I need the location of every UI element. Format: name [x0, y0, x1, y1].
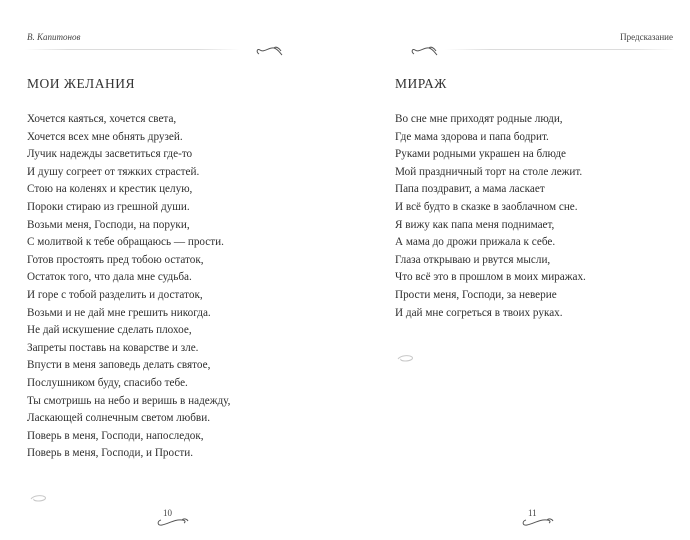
poem-line: Где мама здорова и папа бодрит.	[395, 130, 549, 143]
poem-line: Возьми меня, Господи, на поруки,	[27, 218, 190, 231]
flourish-icon	[155, 514, 191, 528]
running-head-author: В. Капитонов	[27, 32, 81, 42]
poem-line: Мой праздничный торт на столе лежит.	[395, 165, 583, 178]
poem-line: Запреты поставь на коварстве и зле.	[27, 341, 199, 354]
poem-line: И дай мне согреться в твоих руках.	[395, 306, 563, 319]
poem-line: И душу согреет от тяжких страстей.	[27, 165, 200, 178]
poem-line: С молитвой к тебе обращаюсь — прости.	[27, 236, 224, 249]
poem-line: Прости меня, Господи, за неверие	[395, 288, 557, 301]
poem-text	[27, 111, 230, 463]
poem-line: А мама до дрожи прижала к себе.	[395, 236, 556, 249]
poem-line: Готов простоять пред тобою остаток,	[27, 253, 204, 266]
poem-line: Не дай искушение сделать плохое,	[27, 324, 192, 337]
poem-text	[395, 111, 586, 322]
poem-line: Я вижу как папа меня поднимает,	[395, 218, 555, 231]
flourish-icon	[255, 44, 285, 58]
poem-line: Поверь в меня, Господи, напоследок,	[27, 429, 204, 442]
poem-line: Послушником буду, спасибо тебе.	[27, 376, 188, 389]
poem-line: Остаток того, что дала мне судьба.	[27, 271, 192, 284]
poem-line: Хочется всех мне обнять друзей.	[27, 130, 183, 143]
end-mark-icon	[28, 492, 52, 504]
poem-line: Возьми и не дай мне грешить никогда.	[27, 306, 211, 319]
poem-title: МОИ ЖЕЛАНИЯ	[27, 76, 135, 91]
flourish-icon	[410, 44, 440, 58]
poem-line: Хочется каяться, хочется света,	[27, 113, 177, 125]
poem-line: Руками родными украшен на блюде	[395, 148, 566, 161]
page-number: 11	[528, 508, 537, 518]
poem-line: Лучик надежды засветиться где-то	[27, 148, 193, 161]
right-page	[345, 0, 690, 540]
header-rule	[25, 49, 240, 50]
poem-line: Пороки стираю из грешной души.	[27, 200, 190, 213]
flourish-icon	[520, 514, 556, 528]
poem-line: Ты смотришь на небо и веришь в надежду,	[27, 394, 231, 407]
poem-line: Что всё это в прошлом в моих миражах.	[395, 271, 586, 284]
poem-line: Стою на коленях и крестик целую,	[27, 183, 193, 196]
poem-line: Ласкающей солнечным светом любви.	[27, 412, 210, 425]
running-head-book-title: Предсказание	[620, 32, 673, 42]
poem-line: И горе с тобой разделить и достаток,	[27, 288, 203, 301]
page-number: 10	[163, 508, 172, 518]
poem-line: Глаза открываю и рвутся мысли,	[395, 253, 551, 266]
poem-title: МИРАЖ	[395, 76, 447, 91]
end-mark-icon	[395, 352, 419, 364]
poem-line: Впусти в меня заповедь делать святое,	[27, 359, 211, 372]
poem-line: Папа поздравит, а мама ласкает	[395, 183, 545, 196]
poem-line: Поверь в меня, Господи, и Прости.	[27, 447, 194, 460]
poem-line: Во сне мне приходят родные люди,	[395, 113, 563, 125]
poem-line: И всё будто в сказке в заоблачном сне.	[395, 200, 578, 213]
header-rule	[445, 49, 675, 50]
